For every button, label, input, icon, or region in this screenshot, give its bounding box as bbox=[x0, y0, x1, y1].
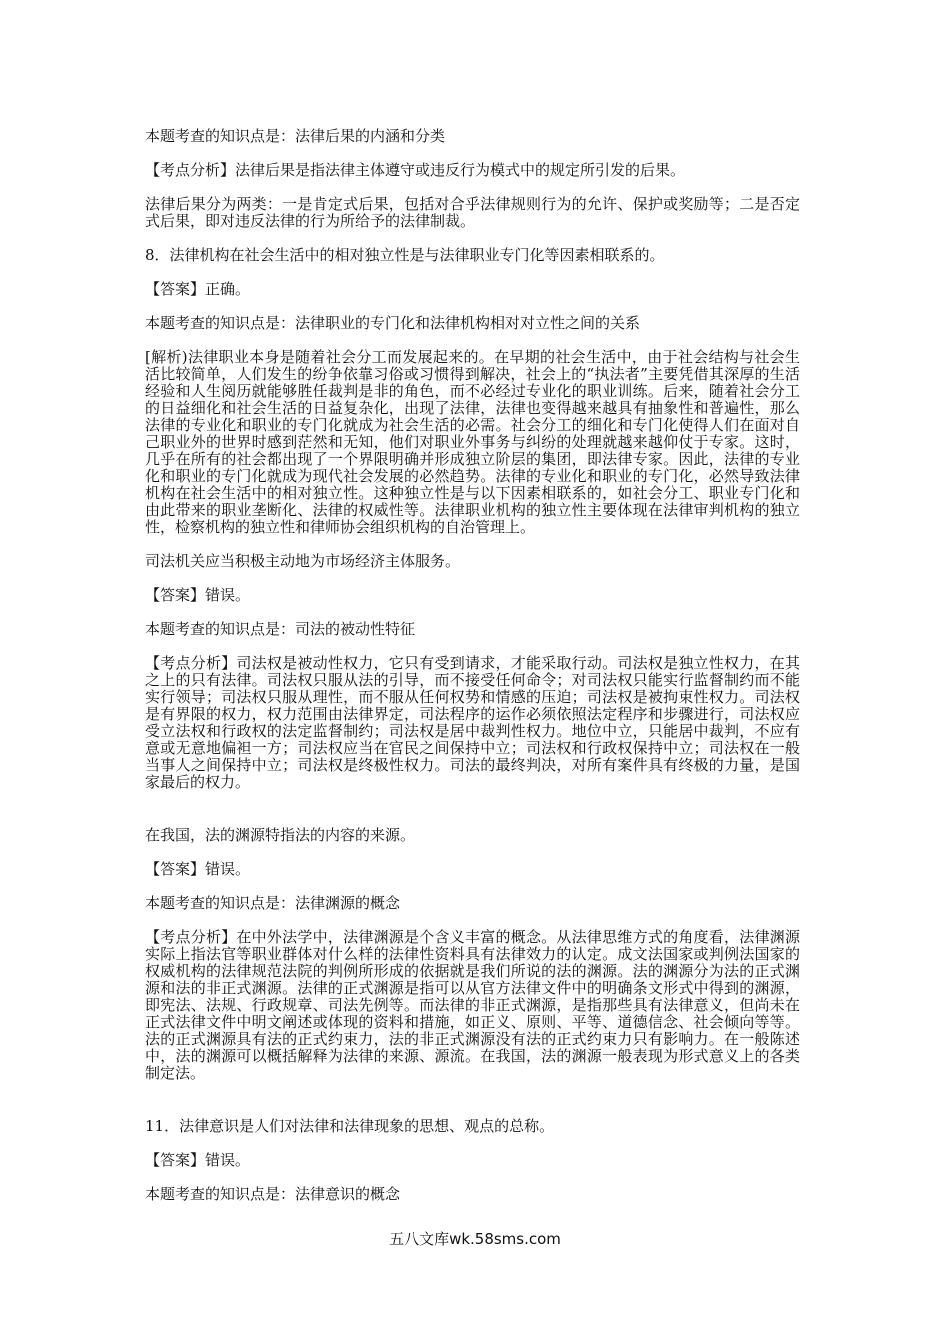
paragraph-analysis: 【考点分析】法律后果是指法律主体遵守或违反行为模式中的规定所引发的后果。 bbox=[145, 161, 686, 179]
answer-label: 【答案】错误。 bbox=[145, 586, 251, 604]
document-body bbox=[145, 128, 800, 1203]
question-10: 在我国，法的渊源特指法的内容的来源。 bbox=[145, 826, 416, 844]
question-11: 11．法律意识是人们对法律和法律现象的思想、观点的总称。 bbox=[145, 1117, 555, 1135]
paragraph-knowledge-point: 本题考查的知识点是：法律意识的概念 bbox=[145, 1185, 401, 1203]
footer-watermark: 五八文库wk.58sms.com bbox=[389, 1230, 561, 1248]
answer-label: 【答案】错误。 bbox=[145, 860, 251, 878]
paragraph-analysis: 【考点分析】司法权是被动性权力，它只有受到请求，才能采取行动。司法权是独立性权力，在其之上的只有法律。司法权只服从法的引导，而不接受任何命令；对司法权只能实行监督制约而不能实行领导；司法权只服从理性，而不服从任何权势和情感的压迫；司法权是被拘束性权力。司法权是有界限的权力，权力范围由法律界定，司法程序的运作必须依照法定程序和步骤进行，司法权应受立法权和行政权的法定监督制约；司法权是居中裁判性权力。地位中立，只能居中裁判，不应有意或无意地偏袒一方；司法权应当在官民之间保持中立；司法权和行政权保持中立；司法权在一般当事人之间保持中立；司法权是终极性权力。司法的最终判决，对所有案件具有终极的力量，是国家最后的权力。 bbox=[145, 654, 800, 791]
question-9: 司法机关应当积极主动地为市场经济主体服务。 bbox=[145, 552, 461, 570]
paragraph-analysis: 【考点分析】在中外法学中，法律渊源是个含义丰富的概念。从法律思维方式的角度看，法律渊源实际上指法官等职业群体对什么样的法律性资料具有法律效力的认定。成文法国家或判例法国家的权威机构的法律规范法院的判例所形成的依据就是我们所说的法的渊源。法的渊源分为法的正式渊源和法的非正式渊源。法律的正式渊源是指可以从官方法律文件中的明确条文形式中得到的渊源，即宪法、法规、行政规章、司法先例等。而法律的非正式渊源，是指那些具有法律意义，但尚未在正式法律文件中明文阐述或体现的资料和措施，如正义、原则、平等、道德信念、社会倾向等等。法的正式渊源具有法的正式约束力，法的非正式渊源没有法的正式约束力只有影响力。在一般陈述中，法的渊源可以概括解释为法律的来源、源流。在我国，法的渊源一般表现为形式意义上的各类制定法。 bbox=[145, 928, 800, 1082]
question-8: 8．法律机构在社会生活中的相对独立性是与法律职业专门化等因素相联系的。 bbox=[145, 246, 665, 264]
paragraph-knowledge-point: 本题考查的知识点是：法律渊源的概念 bbox=[145, 894, 401, 912]
paragraph-knowledge-point: 本题考查的知识点是：司法的被动性特征 bbox=[145, 620, 416, 638]
answer-label: 【答案】错误。 bbox=[145, 1151, 251, 1169]
paragraph-analysis-detail: 法律后果分为两类：一是肯定式后果，包括对合乎法律规则行为的允许、保护或奖励等；二是否定式后果，即对违反法律的行为所给予的法律制裁。 bbox=[145, 195, 800, 230]
paragraph-knowledge-point: 本题考查的知识点是：法律后果的内涵和分类 bbox=[145, 127, 446, 145]
paragraph-knowledge-point: 本题考查的知识点是：法律职业的专门化和法律机构相对对立性之间的关系 bbox=[145, 314, 641, 332]
paragraph-explanation: [解析)法律职业本身是随着社会分工而发展起来的。在早期的社会生活中，由于社会结构与社会生活比较简单，人们发生的纷争依靠习俗或习惯得到解决，社会上的“执法者”主要凭借其深厚的生活经验和人生阅历就能够胜任裁判是非的角色，而不必经过专业化的职业训练。后来，随着社会分工的日益细化和社会生活的日益复杂化，出现了法律，法律也变得越来越具有抽象性和普遍性，那么法律的专业化和职业的专门化就成为社会生活的必需。社会分工的细化和专门化使得人们在面对自己职业外的世界时感到茫然和无知，他们对职业外事务与纠纷的处理就越来越仰仗于专家。这时，几乎在所有的社会都出现了一个界限明确并形成独立阶层的集团，即法律专家。因此，法律的专业化和职业的专门化就成为现代社会发展的必然趋势。法律的专业化和职业的专门化，必然导致法律机构在社会生活中的相对独立性。这种独立性是与以下因素相联系的，如社会分工、职业专门化和由此带来的职业垄断化、法律的权威性等。法律职业机构的独立性主要体现在法律审判机构的独立性，检察机构的独立性和律师协会组织机构的自治管理上。 bbox=[145, 348, 800, 536]
answer-label: 【答案】正确。 bbox=[145, 280, 251, 298]
